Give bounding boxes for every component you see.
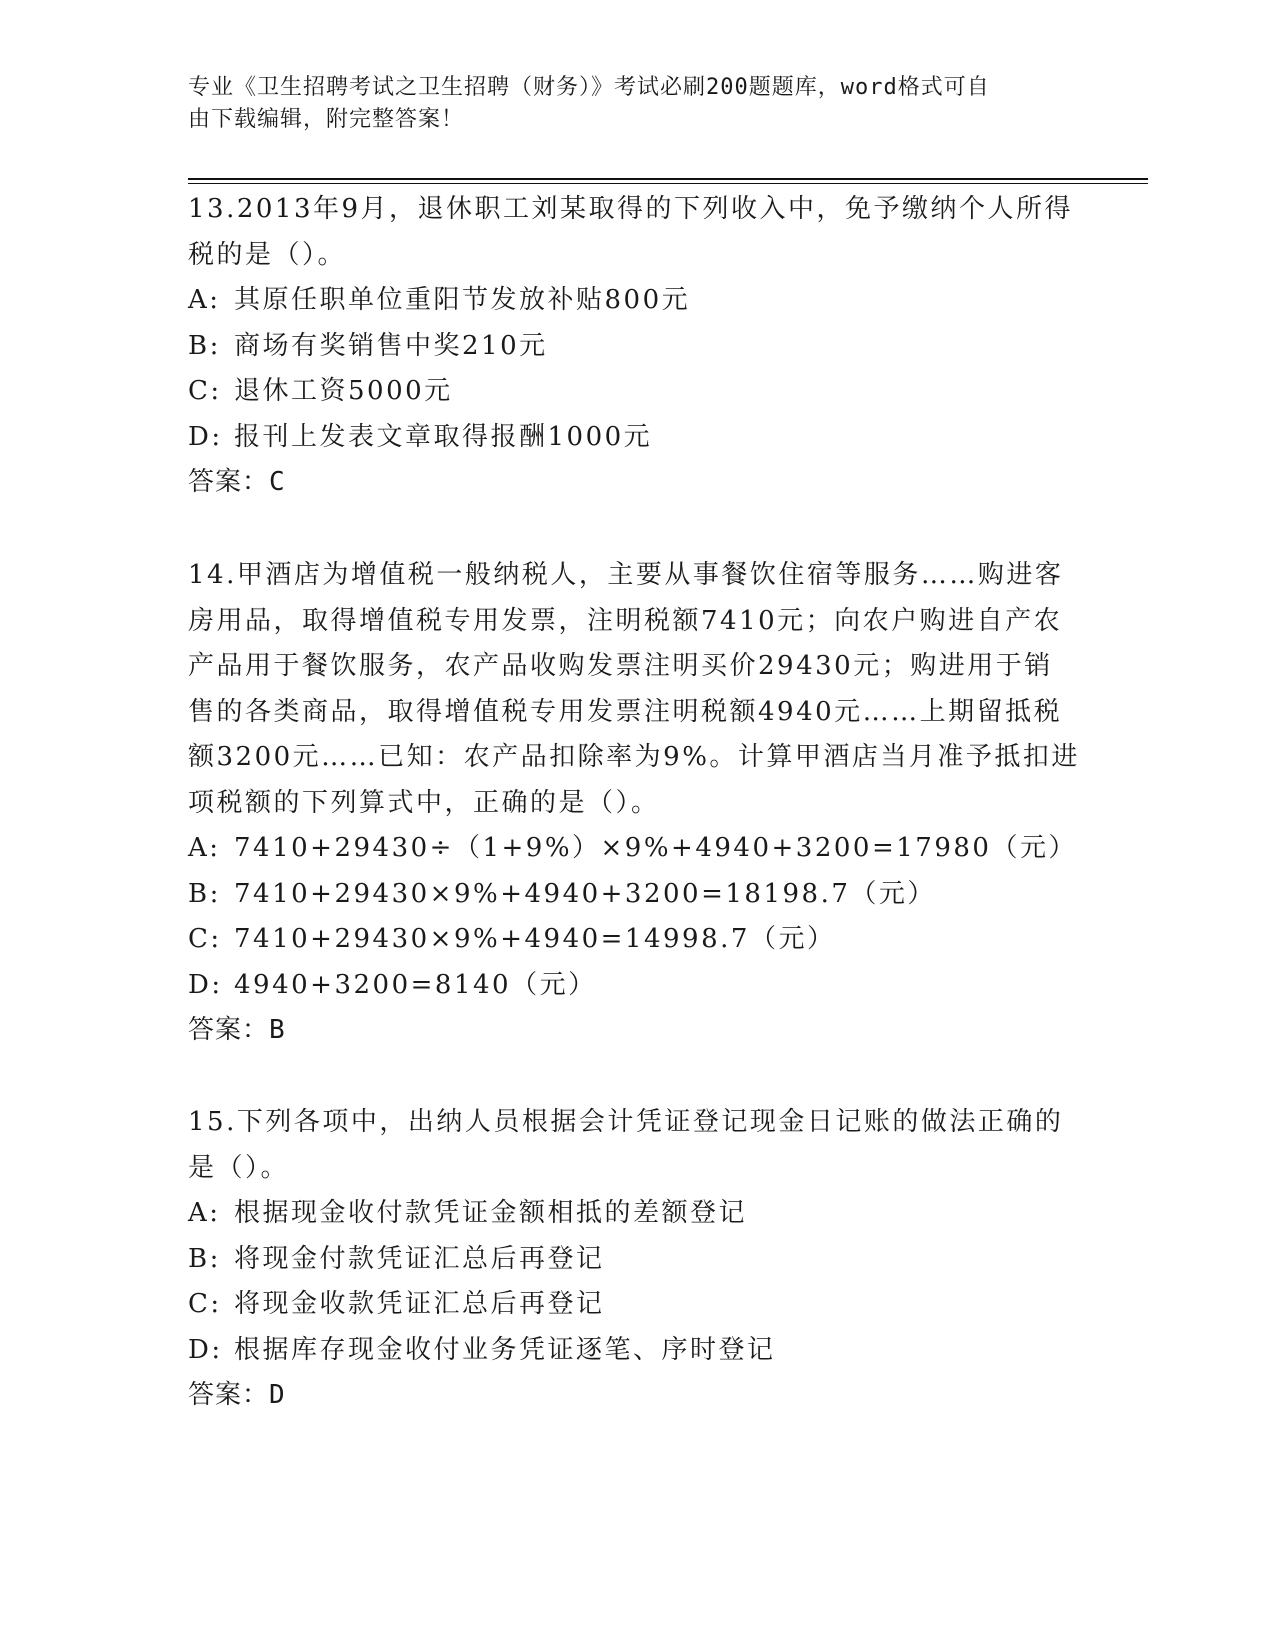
option-b (188, 324, 1088, 370)
option-a (188, 278, 1088, 324)
document-header (188, 72, 1068, 136)
option-c (188, 1282, 1088, 1328)
answer-label: 答案：B (188, 1015, 286, 1045)
option-text: 4940+3200=8140（元） (234, 969, 597, 1000)
header-divider-thick (188, 178, 1148, 180)
option-key: D: (188, 421, 223, 452)
option-key: C: (188, 376, 222, 406)
option-text: 7410+29430÷（1+9%）×9%+4940+3200=17980（元） (234, 833, 1077, 863)
option-text: 根据现金收付款凭证金额相抵的差额登记 (234, 1198, 748, 1228)
option-text: 将现金收款凭证汇总后再登记 (234, 1289, 605, 1319)
answer-label: 答案：C (188, 467, 286, 497)
option-c (188, 369, 1088, 415)
option-key: C: (188, 924, 222, 954)
question-stem-line: 税的是（）。 (188, 239, 347, 270)
option-key: A: (188, 833, 221, 863)
option-key: B: (188, 878, 221, 909)
option-key: D: (188, 1334, 223, 1365)
question-stem-line: 售的各类商品，取得增值税专用发票注明税额4940元……上期留抵税 (188, 696, 1063, 727)
option-text: 将现金付款凭证汇总后再登记 (234, 1243, 605, 1274)
question-stem-line: 产品用于餐饮服务，农产品收购发票注明买价29430元；购进用于销 (188, 651, 1053, 681)
option-b (188, 1237, 1088, 1283)
question-15 (188, 1100, 1088, 1419)
option-key: A: (188, 285, 221, 315)
question-stem-line: 是（）。 (188, 1152, 290, 1183)
question-stem-line: 13.2013年9月，退休职工刘某取得的下列收入中，免予缴纳个人所得 (188, 194, 1074, 224)
option-text: 商场有奖销售中奖210元 (234, 330, 548, 361)
option-key: A: (188, 1198, 221, 1228)
option-b (188, 872, 1088, 918)
question-stem-line: 项税额的下列算式中，正确的是（）。 (188, 787, 660, 818)
option-key: D: (188, 969, 223, 1000)
question-stem-line: 14.甲酒店为增值税一般纳税人，主要从事餐饮住宿等服务……购进客 (188, 560, 1064, 590)
header-divider-thin (188, 183, 1148, 184)
option-text: 退休工资5000元 (234, 376, 453, 406)
option-key: B: (188, 1243, 221, 1274)
option-text: 报刊上发表文章取得报酬1000元 (234, 421, 653, 452)
option-a (188, 1191, 1088, 1237)
header-line-2: 由下载编辑，附完整答案！ (188, 107, 465, 132)
question-13 (188, 187, 1088, 506)
option-d (188, 963, 1088, 1009)
question-stem-line: 15.下列各项中，出纳人员根据会计凭证登记现金日记账的做法正确的 (188, 1107, 1064, 1137)
option-text: 其原任职单位重阳节发放补贴800元 (234, 285, 691, 315)
option-text: 根据库存现金收付业务凭证逐笔、序时登记 (234, 1334, 776, 1365)
header-line-1: 专业《卫生招聘考试之卫生招聘（财务）》考试必刷200题题库，word格式可自 (188, 75, 990, 100)
option-key: B: (188, 330, 221, 361)
question-14 (188, 553, 1088, 1054)
option-text: 7410+29430×9%+4940=14998.7（元） (234, 924, 836, 954)
option-a (188, 826, 1088, 872)
option-d (188, 415, 1088, 461)
option-c (188, 917, 1088, 963)
option-d (188, 1328, 1088, 1374)
answer-label: 答案：D (188, 1380, 286, 1410)
option-text: 7410+29430×9%+4940+3200=18198.7（元） (234, 878, 936, 909)
question-stem-line: 额3200元……已知：农产品扣除率为9%。计算甲酒店当月准予抵扣进 (188, 742, 1080, 772)
question-stem-line: 房用品，取得增值税专用发票，注明税额7410元；向农户购进自产农 (188, 605, 1063, 636)
option-key: C: (188, 1289, 222, 1319)
